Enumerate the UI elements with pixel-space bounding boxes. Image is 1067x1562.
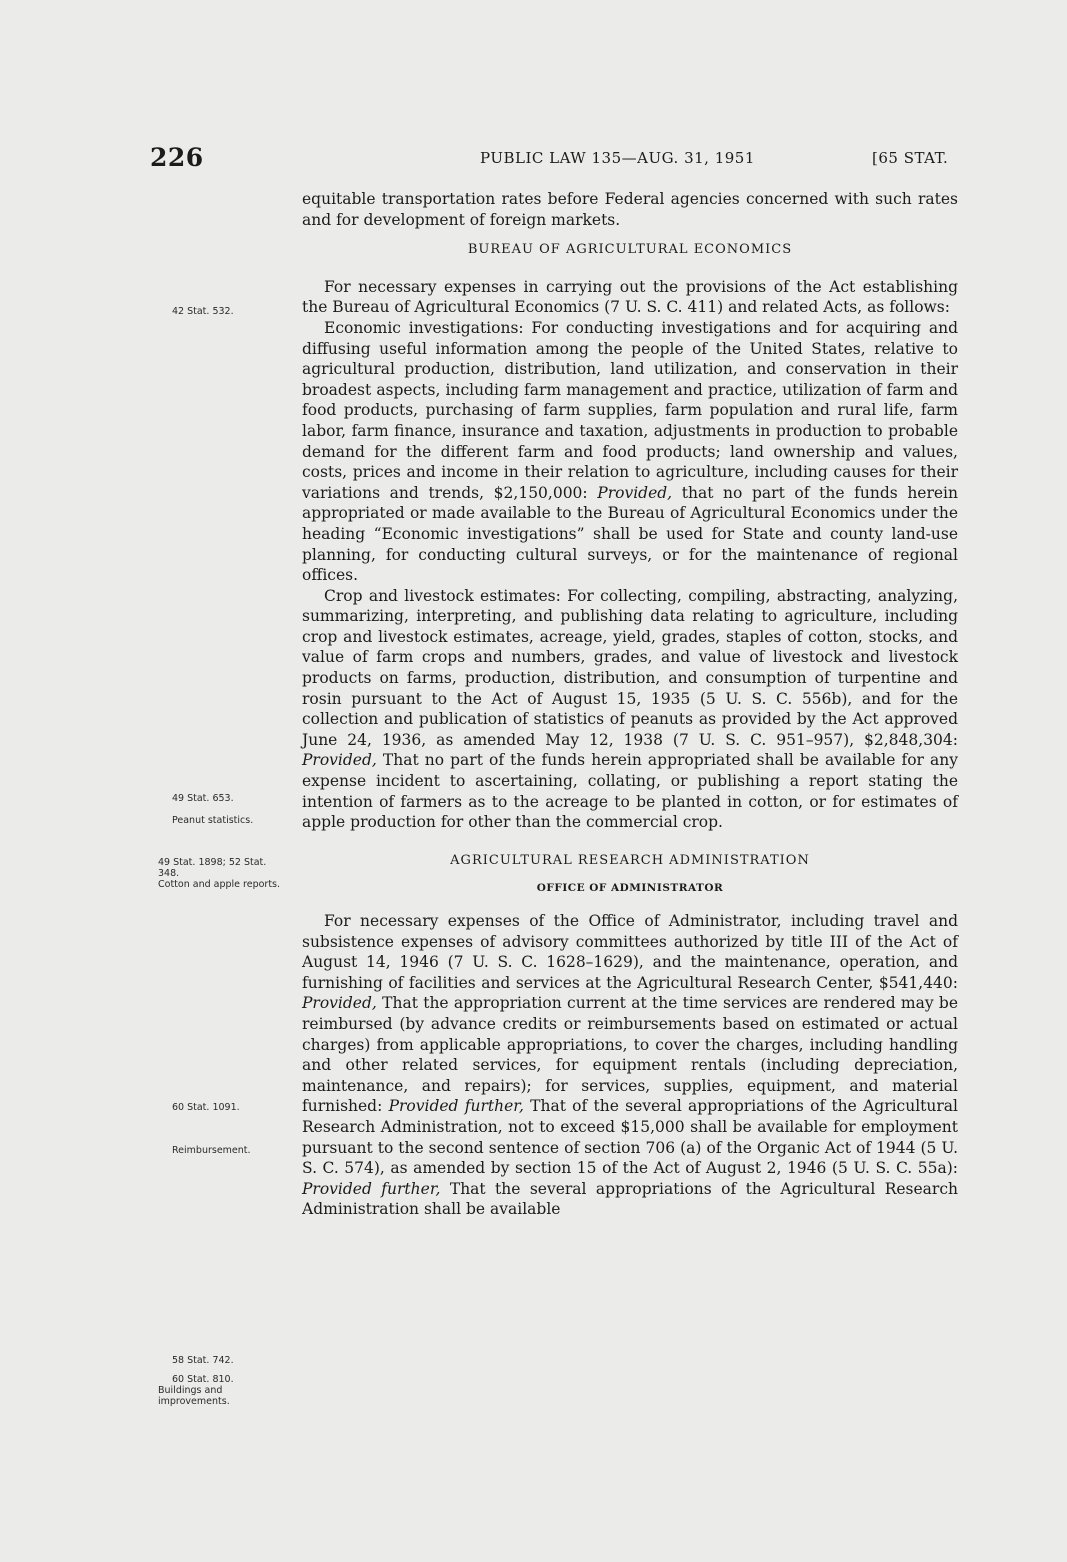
margin-note: 49 Stat. 653. — [172, 793, 234, 804]
volume-reference: [65 STAT. — [872, 149, 949, 167]
page-header — [0, 143, 1067, 173]
margin-note: 49 Stat. 1898; 52 Stat. 348. — [158, 857, 267, 879]
margin-note: 58 Stat. 742. — [172, 1355, 234, 1366]
page-number: 226 — [150, 143, 204, 172]
section-heading: BUREAU OF AGRICULTURAL ECONOMICS — [467, 242, 793, 258]
margin-note: 60 Stat. 810. — [172, 1374, 234, 1385]
running-head: PUBLIC LAW 135—AUG. 31, 1951 — [480, 149, 755, 167]
main-text — [302, 189, 958, 1220]
margin-note: 42 Stat. 532. — [172, 306, 234, 317]
subsection-heading: OFFICE OF ADMINISTRATOR — [536, 882, 724, 895]
section-heading: AGRICULTURAL RESEARCH ADMINISTRATION — [450, 852, 810, 868]
paragraph: For necessary expenses in carrying out the provisions of the Act establishing the Bureau of Agricultural Economics (7 U. S. C. 411) and related Acts, as follows: — [302, 277, 958, 317]
paragraph: Economic investigations: For conducting investigations and for acquiring and diffusing useful information among the people of the United States, relative to agricultural production, distribution, land utilization, and conservation in their broadest aspects, including farm management and practice, utilization of farm and food products, purchasing of farm supplies, farm population and rural life, farm labor, farm finance, insurance and taxation, adjustments in production to probable demand for the different farm and food products; land ownership and values, costs, prices and income in their relation to agriculture, including causes for their variations and trends, $2,150,000: Provided, that no part of the funds herein appropriated or made available to the Bureau of Agricultural Economics under the heading “Economic investigations” shall be used for State and county land-use planning, for conducting cultural surveys, or for the maintenance of regional offices. — [302, 318, 959, 585]
margin-note: Cotton and apple reports. — [158, 879, 281, 890]
paragraph: Crop and livestock estimates: For collecting, compiling, abstracting, analyzing, summarizing, interpreting, and publishing data relating to agriculture, including crop and livestock estimates, acreage, yield, grades, staples of cotton, stocks, and value of farm crops and numbers, grades, and value of livestock and livestock products on farms, production, distribution, and consumption of turpentine and rosin pursuant to the Act of August 15, 1935 (5 U. S. C. 556b), and for the collection and publication of statistics of peanuts as provided by the Act approved June 24, 1936, as amended May 12, 1938 (7 U. S. C. 951–957), $2,848,304: Provided, That no part of the funds herein appropriated shall be available for any expense incident to ascertaining, collating, or publishing a report stating the intention of farmers as to the acreage to be planted in cotton, or for estimates of apple production for other than the commercial crop. — [302, 586, 958, 832]
margin-note: 60 Stat. 1091. — [172, 1102, 240, 1113]
paragraph: For necessary expenses of the Office of Administrator, including travel and subsistence expenses of advisory committees authorized by title III of the Act of August 14, 1946 (7 U. S. C. 1628–1629), and the maintenance, operation, and furnishing of facilities and services at the Agricultural Research Center, $541,440: Provided, That the appropriation current at the time services are rendered may be reimbursed (by advance credits or reimbursements based on estimated or actual charges) from applicable appropriations, to cover the charges, including handling and other related services, for equipment rentals (including depreciation, maintenance, and repairs); for services, supplies, equipment, and material furnished: Provided further, That of the several appropriations of the Agricultural Research Administration, not to exceed $15,000 shall be available for employment pursuant to the second sentence of section 706 (a) of the Organic Act of 1944 (5 U. S. C. 574), as amended by section 15 of the Act of August 2, 1946 (5 U. S. C. 55a): Provided further, That the several appropriations of the Agricultural Research Administration shall be available — [302, 912, 959, 1219]
margin-note: Reimbursement. — [172, 1145, 251, 1156]
margin-note: Buildings and improvements. — [158, 1385, 230, 1407]
margin-note: Peanut statistics. — [172, 815, 254, 826]
intro-paragraph: equitable transportation rates before Federal agencies concerned with such rates and for development of foreign markets. — [302, 190, 958, 229]
